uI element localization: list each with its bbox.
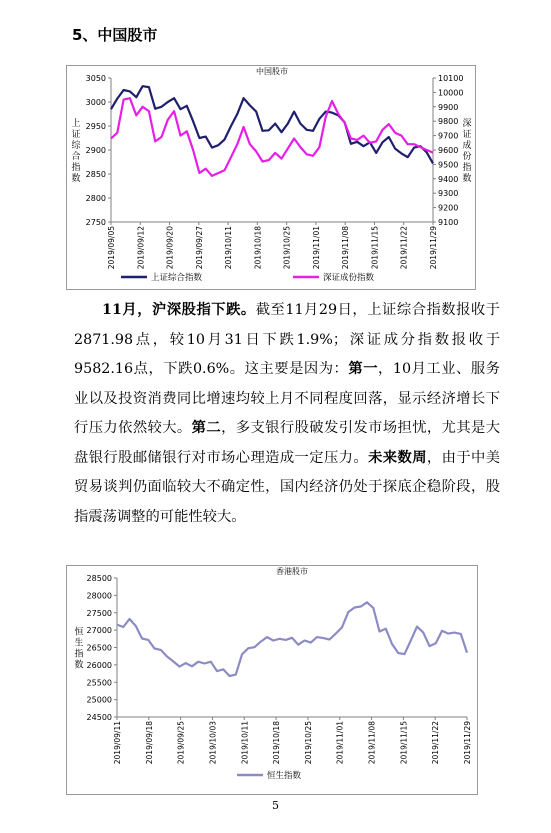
body-paragraph xyxy=(74,296,500,532)
x-tick-label: 2019/11/08 xyxy=(341,226,351,270)
legend-label: 恒生指数 xyxy=(267,771,302,781)
y-axis-label-char: 证 xyxy=(71,130,81,140)
y-axis-label-char: 指 xyxy=(71,163,81,173)
y-axis-label-char: 生 xyxy=(74,638,84,649)
y-axis-label-char: 数 xyxy=(71,174,81,184)
series-line-2 xyxy=(111,98,433,176)
y-axis-label-char: 综 xyxy=(71,141,81,151)
y2-tick-label: 10100 xyxy=(438,74,464,83)
china-stock-chart xyxy=(66,65,476,290)
y-tick-label: 2850 xyxy=(85,170,106,179)
y2-tick-label: 9300 xyxy=(438,189,459,199)
text-run: ，多支银行股破发引发市场担忧，尤其是大盘银行股邮储银行对市场心理造成一定压力。 xyxy=(74,420,501,466)
y2-tick-label: 9600 xyxy=(438,146,459,155)
x-tick-label: 2019/10/25 xyxy=(303,721,313,765)
y2-tick-label: 9400 xyxy=(438,174,459,184)
x-tick-label: 2019/09/05 xyxy=(107,226,116,270)
text-run: ，由于中美贸易谈判仍面临较大不确定性，国内经济仍处于探底企稳阶段，股指震荡调整的可能性较大。 xyxy=(74,449,501,525)
chart-title: 中国股市 xyxy=(256,67,288,76)
y2-tick-label: 9200 xyxy=(438,203,459,213)
x-tick-label: 2019/10/11 xyxy=(240,721,250,765)
y-axis-label xyxy=(74,626,83,671)
y-axis-label-char: 恒 xyxy=(74,627,84,638)
x-tick-label: 2019/11/01 xyxy=(335,721,345,765)
y-tick-label: 2800 xyxy=(85,194,106,203)
y-axis-label-char: 数 xyxy=(74,660,84,671)
text-run: ，10月工业、服务业以及投资消费同比增速均较上月不同程度回落，显示经济增长下行压力依然较大。 xyxy=(74,361,500,436)
y-tick-label: 28500 xyxy=(86,574,112,583)
y-tick-label: 28000 xyxy=(86,591,112,601)
y-tick-label: 25000 xyxy=(86,695,112,705)
x-tick-label: 2019/09/20 xyxy=(165,226,175,270)
y-tick-label: 24500 xyxy=(86,713,112,722)
x-tick-label: 2019/10/03 xyxy=(208,721,218,765)
x-tick-label: 2019/11/29 xyxy=(429,226,438,270)
y-tick-label: 2750 xyxy=(85,218,106,227)
bold-run: 第一 xyxy=(348,361,379,377)
x-tick-label: 2019/09/25 xyxy=(176,721,186,765)
x-tick-label: 2019/09/27 xyxy=(194,226,204,270)
y-tick-label: 27500 xyxy=(86,608,112,618)
bold-run: 未来数周 xyxy=(368,449,427,466)
y2-axis-label-char: 指 xyxy=(462,163,472,173)
x-tick-label: 2019/11/22 xyxy=(399,226,409,270)
x-tick-label: 2019/11/29 xyxy=(463,721,472,765)
bold-run: 11月，沪深股指下跌。 xyxy=(102,302,256,318)
y-tick-label: 27000 xyxy=(86,626,112,636)
x-tick-label: 2019/10/25 xyxy=(282,225,292,270)
bold-run: 第二 xyxy=(191,420,222,436)
y-tick-label: 2950 xyxy=(85,122,106,131)
china-stock-chart-svg xyxy=(67,66,475,289)
x-tick-label: 2019/11/15 xyxy=(370,226,380,270)
y2-tick-label: 10000 xyxy=(438,88,464,98)
y-axis-label-char: 上 xyxy=(71,119,81,129)
x-tick-label: 2019/11/22 xyxy=(431,721,441,765)
y-tick-label: 26500 xyxy=(86,643,112,653)
x-tick-label: 2019/11/01 xyxy=(311,226,321,270)
x-tick-label: 2019/09/11 xyxy=(113,721,122,765)
x-tick-label: 2019/10/18 xyxy=(253,226,263,270)
y2-axis-label-char: 数 xyxy=(462,174,472,184)
hk-stock-chart xyxy=(66,565,478,795)
y2-tick-label: 9500 xyxy=(438,160,459,170)
y2-axis-label-char: 证 xyxy=(462,130,472,140)
x-tick-label: 2019/11/15 xyxy=(399,721,409,765)
section-heading: 5、中国股市 xyxy=(72,26,158,44)
y-tick-label: 3050 xyxy=(85,74,106,83)
series-line-1 xyxy=(111,86,433,163)
page-number: 5 xyxy=(272,799,279,812)
legend-label: 上证综合指数 xyxy=(151,273,203,283)
y-axis-label xyxy=(71,117,81,184)
y-tick-label: 26000 xyxy=(86,660,112,670)
y-tick-label: 2900 xyxy=(85,146,106,155)
x-tick-label: 2019/09/12 xyxy=(136,226,146,270)
y2-tick-label: 9900 xyxy=(438,102,459,112)
y-axis-label-char: 合 xyxy=(71,152,81,162)
y-tick-label: 3000 xyxy=(85,98,106,107)
text-run: 截至11月29日，上证综合指数报收于2871.98点，较10月31日下跌1.9%；深证成分指数报收于9582.16点，下跌0.6%。这主要是因为： xyxy=(74,302,500,377)
y2-axis-label-char: 份 xyxy=(462,152,472,162)
y2-axis-label xyxy=(462,118,471,184)
x-tick-label: 2019/11/08 xyxy=(367,721,377,765)
y2-tick-label: 9700 xyxy=(438,131,459,141)
x-tick-label: 2019/10/11 xyxy=(224,226,234,270)
x-tick-label: 2019/10/18 xyxy=(272,721,282,765)
series-line-1 xyxy=(117,602,467,676)
y-axis-label-char: 指 xyxy=(74,649,84,660)
x-tick-label: 2019/09/18 xyxy=(144,721,154,765)
y2-axis-label-char: 深 xyxy=(462,119,472,129)
chart-title: 香港股市 xyxy=(276,567,308,576)
y-tick-label: 25500 xyxy=(86,678,112,688)
hk-stock-chart-svg xyxy=(67,566,477,794)
y2-tick-label: 9800 xyxy=(438,117,459,127)
y2-tick-label: 9100 xyxy=(438,218,459,227)
legend-label: 深证成份指数 xyxy=(323,273,375,283)
y2-axis-label-char: 成 xyxy=(462,141,472,151)
